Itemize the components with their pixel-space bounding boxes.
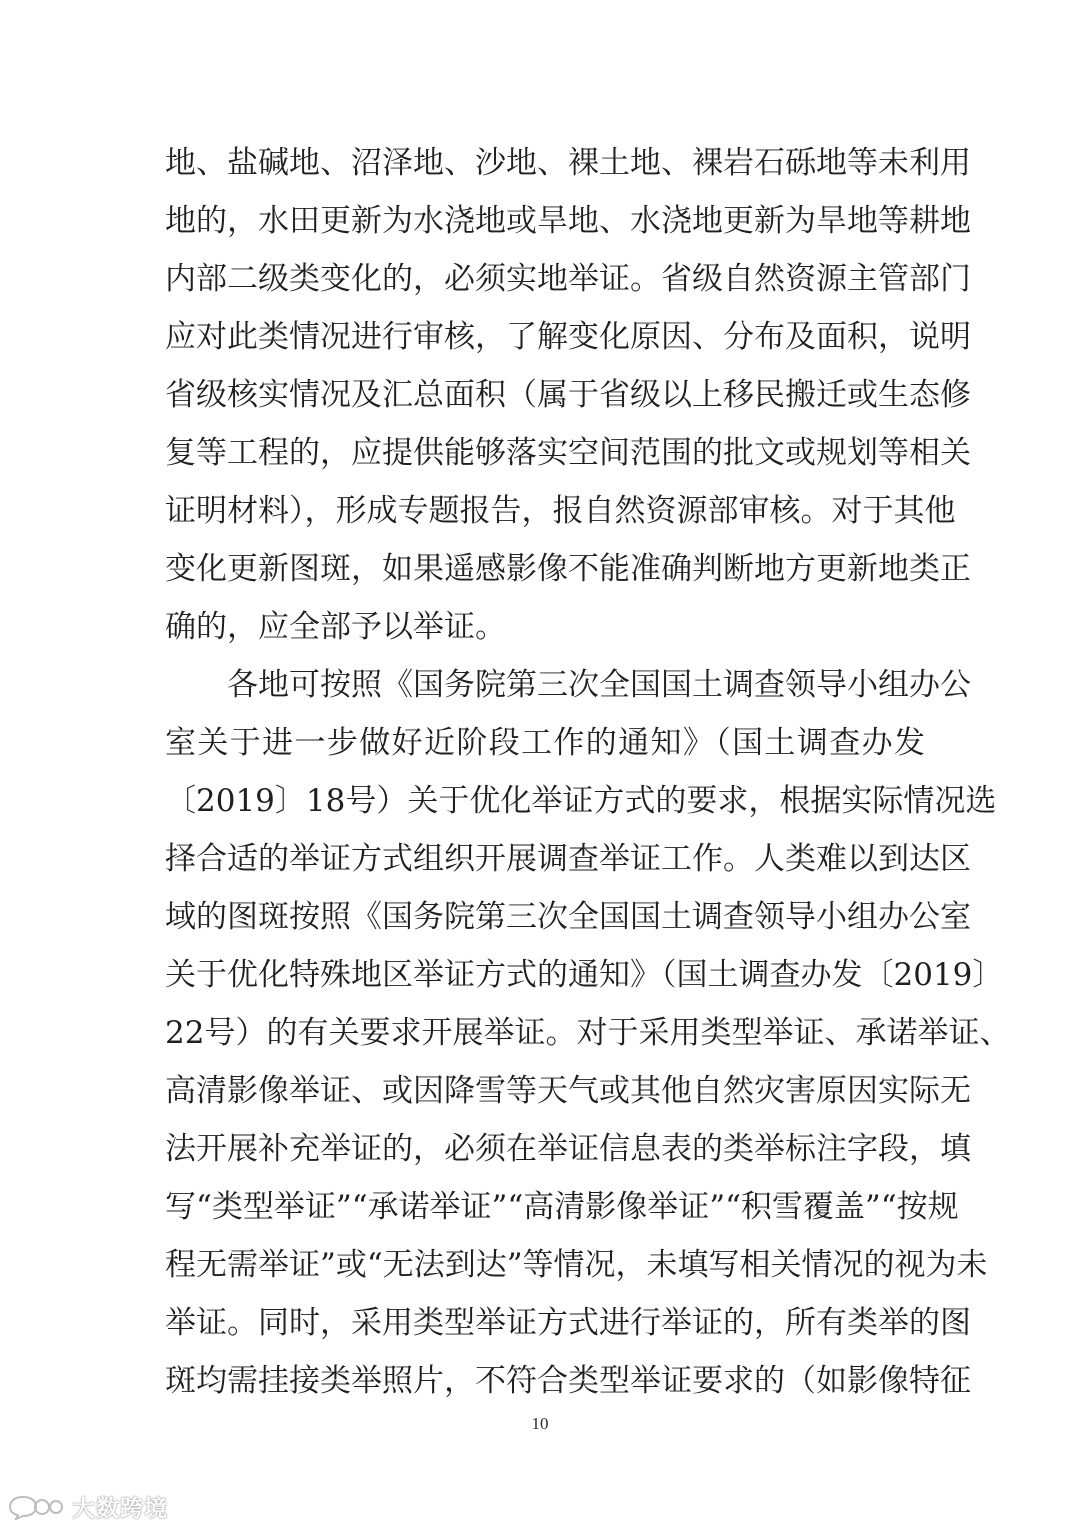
text-line: 地的，水田更新为水浇地或旱地、水浇地更新为旱地等耕地 <box>165 203 971 239</box>
text-line: 〔2019〕18号）关于优化举证方式的要求，根据实际情况选 <box>165 783 997 819</box>
text-line: 变化更新图斑，如果遥感影像不能准确判断地方更新地类正 <box>165 551 971 587</box>
text-line: 省级核实情况及汇总面积（属于省级以上移民搬迁或生态修 <box>165 377 971 413</box>
text-line: 关于优化特殊地区举证方式的通知》（国土调查办发〔2019〕 <box>165 957 1004 993</box>
text-line: 择合适的举证方式组织开展调查举证工作。人类难以到达区 <box>165 841 971 877</box>
text-line: 室关于进一步做好近阶段工作的通知》（国土调查办发 <box>165 725 925 761</box>
text-line: 应对此类情况进行审核，了解变化原因、分布及面积，说明 <box>165 319 971 355</box>
text-line: 22号）的有关要求开展举证。对于采用类型举证、承诺举证、 <box>165 1015 1011 1051</box>
text-line: 确的，应全部予以举证。 <box>165 609 506 645</box>
text-line: 内部二级类变化的，必须实地举证。省级自然资源主管部门 <box>165 261 971 297</box>
text-line: 程无需举证”或“无法到达”等情况，未填写相关情况的视为未 <box>165 1247 988 1283</box>
watermark <box>6 1490 168 1523</box>
watermark-text: 大数跨境 <box>72 1496 168 1522</box>
text-line: 举证。同时，采用类型举证方式进行举证的，所有类举的图 <box>165 1305 971 1341</box>
text-line: 域的图斑按照《国务院第三次全国国土调查领导小组办公室 <box>165 899 971 935</box>
text-line: 高清影像举证、或因降雪等天气或其他自然灾害原因实际无 <box>165 1073 971 1109</box>
text-line: 斑均需挂接类举照片，不符合类型举证要求的（如影像特征 <box>165 1363 971 1399</box>
text-line: 证明材料），形成专题报告，报自然资源部审核。对于其他 <box>165 493 956 529</box>
page-number: 10 <box>531 1414 549 1433</box>
text-line: 地、盐碱地、沼泽地、沙地、裸土地、裸岩石砾地等未利用 <box>165 145 971 181</box>
speech-bubble-logo-icon <box>6 1494 64 1520</box>
paragraph-2-first-line: 各地可按照《国务院第三次全国国土调查领导小组办公 <box>227 667 971 703</box>
text-line: 法开展补充举证的，必须在举证信息表的类举标注字段，填 <box>165 1131 971 1167</box>
text-line: 复等工程的，应提供能够落实空间范围的批文或规划等相关 <box>165 435 971 471</box>
text-line: 写“类型举证”“承诺举证”“高清影像举证”“积雪覆盖”“按规 <box>165 1189 959 1225</box>
body-text <box>165 134 1011 1410</box>
